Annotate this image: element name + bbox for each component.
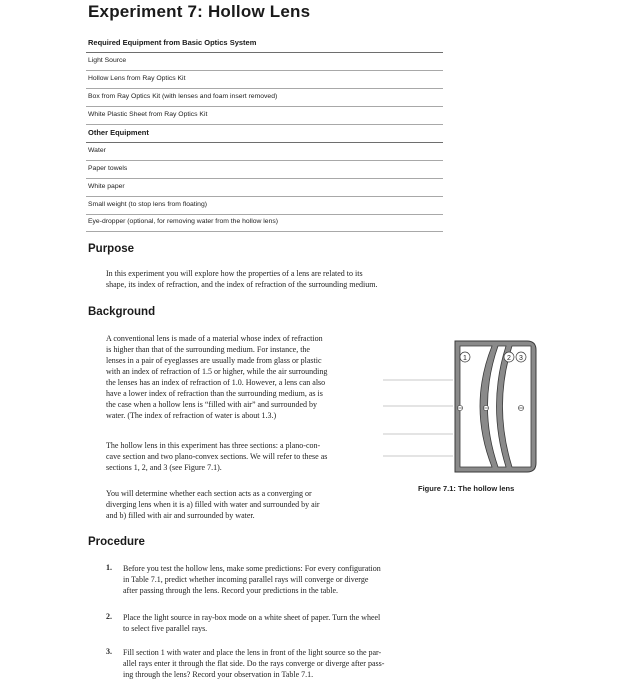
purpose-heading: Purpose — [88, 243, 135, 255]
equipment-item: Paper towels — [88, 165, 128, 172]
text-line: water. (The index of refraction of water is about 1.3.) — [106, 411, 277, 420]
text-line: allel rays enter it through the flat side. Do the rays converge or diverge after pass- — [123, 659, 385, 668]
equipment-basic-header: Required Equipment from Basic Optics System — [88, 38, 257, 47]
background-paragraph-3 — [106, 488, 376, 521]
table-divider — [86, 124, 443, 125]
step-number: 2. — [106, 612, 112, 621]
text-line: The hollow lens in this experiment has three sections: a plano-con- — [106, 441, 321, 450]
equipment-item: Water — [88, 147, 106, 154]
section-label-3: 3 — [519, 355, 523, 362]
section-label-2: 2 — [507, 355, 511, 362]
text-line: in Table 7.1, predict whether incoming parallel rays will converge or diverge — [123, 575, 369, 584]
text-line: cave section and two plano-convex sections. We will refer to these as — [106, 452, 328, 461]
table-divider — [86, 196, 443, 197]
text-line: diverging lens when it is a) filled with water and surrounded by air — [106, 500, 320, 509]
table-divider — [86, 70, 443, 71]
procedure-heading: Procedure — [88, 536, 145, 548]
text-line: is higher than that of the surrounding medium. For instance, the — [106, 345, 310, 354]
fill-hole-marker — [483, 405, 488, 410]
step-number: 3. — [106, 647, 112, 656]
procedure-step-3 — [123, 647, 445, 680]
hollow-lens-figure — [383, 338, 543, 478]
background-heading: Background — [88, 306, 156, 318]
text-line: to select five parallel rays. — [123, 624, 208, 633]
equipment-item: Box from Ray Optics Kit (with lenses and foam insert removed) — [88, 93, 278, 100]
background-paragraph-2 — [106, 440, 376, 473]
table-divider — [86, 88, 443, 89]
text-line: ing through the lens? Record your observation in Table 7.1. — [123, 670, 314, 679]
equipment-other-header: Other Equipment — [88, 128, 149, 137]
equipment-item: White paper — [88, 183, 125, 190]
text-line: the lenses has an index of refraction of 1.0. However, a lens can also — [106, 378, 326, 387]
fill-hole-marker — [518, 405, 523, 410]
background-paragraph-1 — [106, 333, 376, 421]
text-line: sections 1, 2, and 3 (see Figure 7.1). — [106, 463, 222, 472]
equipment-item: Small weight (to stop lens from floating) — [88, 201, 207, 208]
text-line: and b) filled with air and surrounded by water. — [106, 511, 255, 520]
equipment-item: Light Source — [88, 57, 127, 64]
text-line: Before you test the hollow lens, make some predictions: For every configuration — [123, 564, 381, 573]
text-line: Fill section 1 with water and place the lens in front of the light source so the par- — [123, 648, 382, 657]
text-line: Place the light source in ray-box mode on a white sheet of paper. Turn the wheel — [123, 613, 381, 622]
equipment-item: White Plastic Sheet from Ray Optics Kit — [88, 111, 208, 118]
table-divider — [86, 160, 443, 161]
table-divider — [86, 52, 443, 53]
text-line: have a lower index of refraction than the surrounding medium, as is — [106, 389, 323, 398]
equipment-item: Hollow Lens from Ray Optics Kit — [88, 75, 186, 82]
text-line: You will determine whether each section acts as a converging or — [106, 489, 312, 498]
lens-section-3 — [503, 346, 532, 467]
procedure-step-1 — [123, 563, 445, 596]
step-number: 1. — [106, 563, 112, 572]
text-line: In this experiment you will explore how the properties of a lens are related to its — [106, 269, 363, 278]
text-line: after passing through the lens. Record your predictions in the table. — [123, 586, 339, 595]
figure-caption: Figure 7.1: The hollow lens — [418, 484, 515, 493]
text-line: shape, its index of refraction, and the index of refraction of the surrounding medium. — [106, 280, 378, 289]
section-label-1: 1 — [463, 355, 467, 362]
text-line: A conventional lens is made of a material whose index of refraction — [106, 334, 323, 343]
table-divider — [86, 142, 443, 143]
equipment-item: Eye-dropper (optional, for removing water from the hollow lens) — [88, 218, 279, 225]
table-divider — [86, 214, 443, 215]
fill-hole-marker — [457, 405, 462, 410]
text-line: lenses in a pair of eyeglasses are usually made from glass or plastic — [106, 356, 322, 365]
text-line: the case when a hollow lens is “filled with air” and surrounded by — [106, 400, 318, 409]
table-divider — [86, 231, 443, 232]
purpose-text — [106, 268, 451, 290]
table-divider — [86, 178, 443, 179]
procedure-step-2 — [123, 612, 445, 634]
text-line: with an index of refraction of 1.5 or higher, while the air surrounding — [106, 367, 328, 376]
page-title: Experiment 7: Hollow Lens — [88, 2, 311, 21]
table-divider — [86, 106, 443, 107]
